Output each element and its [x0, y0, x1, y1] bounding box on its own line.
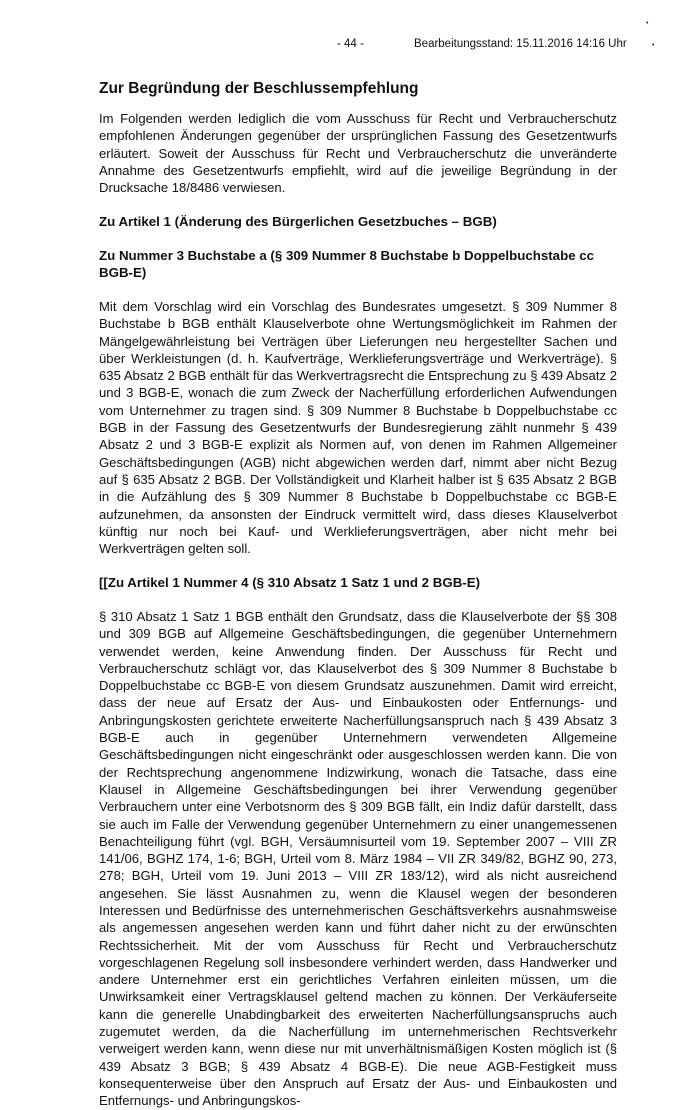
document-body	[99, 79, 617, 1110]
processing-status: Bearbeitungsstand: 15.11.2016 14:16 Uhr	[414, 38, 627, 50]
page-title: Zur Begründung der Beschlussempfehlung	[99, 80, 419, 97]
section-paragraph-nummer-4: § 310 Absatz 1 Satz 1 BGB enthält den Grundsatz, dass die Klauselverbote der §§ 308 und 309 BGB auf Allgemeine Geschäftsbedingungen, die gegenüber Unternehmern verwendet werden, keine Anwendung finden. Der Ausschuss für Recht und Verbraucherschutz schlägt vor, das Klauselverbot des § 309 Nummer 8 Buchstabe b Doppelbuchstabe cc BGB-E von diesem Grundsatz auszunehmen. Damit wird erreicht, dass der neue auf Ersatz der Aus- und Einbaukosten oder Entfernungs- und Anbringungskosten gerichtete erweiterte Nacherfüllungsanspruch nach § 439 Absatz 3 BGB-E auch in gegenüber Unternehmern verwendeten Allgemeine Geschäftsbedingungen nicht eingeschränkt oder ausgeschlossen werden kann. Die von der Rechtsprechung angenommene Indizwirkung, wonach die Tatsache, dass eine Klausel in Allgemeine Geschäftsbedingungen bei ihrer Verwendung gegenüber Verbrauchern unter eine Verbotsnorm des § 309 BGB fällt, ein Indiz dafür darstellt, dass sie auch im Falle der Verwendung gegenüber Unternehmern zu einer unangemessenen Benachteiligung führt (vgl. BGH, Versäumnisurteil vom 19. September 2007 – VIII ZR 141/06, BGHZ 174, 1-6; BGH, Urteil vom 8. März 1984 – VII ZR 349/82, BGHZ 90, 273, 278; BGH, Urteil vom 19. Juni 2013 – VIII ZR 183/12), wird als nicht ausreichend angesehen. Sie lässt Ausnahmen zu, wenn die Klausel wegen der besonderen Interessen und Bedürfnisse des unternehmerischen Geschäftsverkehrs ausnahmsweise als angemessen angesehen werden kann und führt daher nicht zu der erwünschten Rechtssicherheit. Mit der vom Ausschuss für Recht und Verbraucherschutz vorgeschlagenen Regelung soll insbesondere verhindert werden, dass Handwerker und andere Unternehmer erst ein gerichtliches Verfahren einleiten müssen, um die Unwirksamkeit einer Vertragsklausel geltend machen zu können. Der Verkäuferseite kann die generelle Unabdingbarkeit des erweiterten Nacherfüllungsanspruchs auch zugemutet werden, da die Nacherfüllung im unternehmerischen Rechtsverkehr verweigert werden kann, wenn diese nur mit unverhältnismäßigen Kosten möglich ist (§ 439 Absatz 3 BGB; § 439 Absatz 4 BGB-E). Die neue AGB-Festigkeit muss konsequenterweise über den Anspruch auf Ersatz der Aus- und Einbaukosten und Entfernungs- und Anbringungskos-	[99, 608, 617, 1109]
section-heading-nummer-4: [[Zu Artikel 1 Nummer 4 (§ 310 Absatz 1 Satz 1 und 2 BGB-E)	[99, 575, 481, 591]
section-paragraph-nummer-3: Mit dem Vorschlag wird ein Vorschlag des Bundesrates umgesetzt. § 309 Nummer 8 Buchstabe b BGB enthält Klauselverbote ohne Wertungsmöglichkeit im Rahmen der Mängelgewährleistung bei Verträgen über Lieferungen neu hergestellter Sachen und über Werkleistungen (d. h. Kaufverträge, Werklieferungsverträge und Werkverträge). § 635 Absatz 2 BGB enthält für das Werkvertragsrecht die Entsprechung zu § 439 Absatz 2 und 3 BGB-E, wonach die zum Zweck der Nacherfüllung erforderlichen Aufwendungen vom Unternehmer zu tragen sind. § 309 Nummer 8 Buchstabe b Doppelbuchstabe cc BGB in der Fassung des Gesetzentwurfs der Bundesregierung zählt nunmehr § 439 Absatz 2 und 3 BGB-E explizit als Normen auf, von denen im Rahmen Allgemeiner Geschäftsbedingungen (AGB) nicht abgewichen werden darf, nimmt aber nicht Bezug auf § 635 Absatz 2 BGB. Der Vollständigkeit und Klarheit halber ist § 635 Absatz 2 BGB in die Aufzählung des § 309 Nummer 8 Buchstabe b Doppelbuchstabe cc BGB-E aufzunehmen, da ansonsten der Eindruck vermittelt wird, dass dieses Klauselverbot künftig nur noch bei Kauf- und Werklieferungsverträgen, aber nicht mehr bei Werkverträgen gelten soll.	[99, 298, 617, 557]
section-heading-nummer-3: Zu Nummer 3 Buchstabe a (§ 309 Nummer 8 Buchstabe b Doppelbuchstabe cc BGB-E)	[99, 247, 595, 281]
scan-mark-dot: •	[652, 42, 655, 49]
scan-mark-dot: •	[646, 20, 649, 27]
page-number: - 44 -	[337, 38, 364, 50]
section-heading-artikel-1: Zu Artikel 1 (Änderung des Bürgerlichen Gesetzbuches – BGB)	[99, 214, 497, 230]
page-header	[0, 38, 700, 58]
intro-paragraph: Im Folgenden werden lediglich die vom Ausschuss für Recht und Verbraucherschutz empfohlenen Änderungen gegenüber der ursprünglichen Fassung des Gesetzentwurfs erläutert. Soweit der Ausschuss für Recht und Verbraucherschutz die unveränderte Annahme des Gesetzentwurfs empfiehlt, wird auf die jeweilige Begründung in der Drucksache 18/8486 verwiesen.	[99, 111, 617, 196]
